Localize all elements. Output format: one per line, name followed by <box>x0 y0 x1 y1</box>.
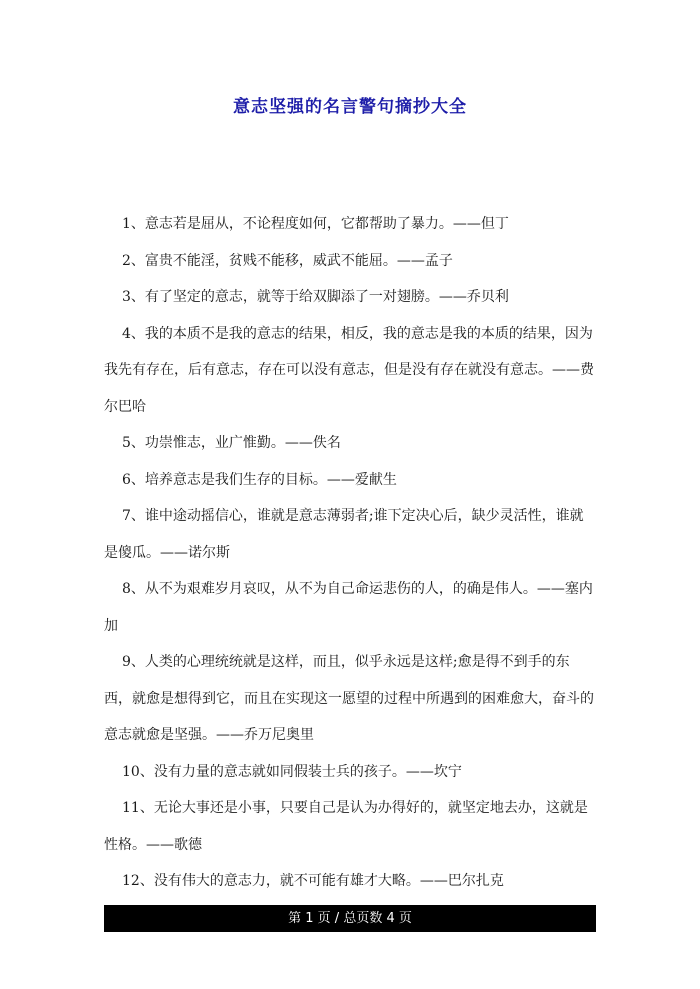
quote-item: 1、意志若是屈从，不论程度如何，它都帮助了暴力。——但丁 <box>122 216 509 232</box>
quote-item: 7、谁中途动摇信心，谁就是意志薄弱者;谁下定决心后，缺少灵活性，谁就是傻瓜。——诺尔斯 <box>104 508 584 561</box>
quote-item: 12、没有伟大的意志力，就不可能有雄才大略。——巴尔扎克 <box>122 873 504 889</box>
quote-item: 8、从不为艰难岁月哀叹，从不为自己命运悲伤的人，的确是伟人。——塞内加 <box>104 581 593 634</box>
document-title: 意志坚强的名言警句摘抄大全 <box>233 97 467 117</box>
quote-item: 3、有了坚定的意志，就等于给双脚添了一对翅膀。——乔贝利 <box>122 289 509 305</box>
quote-item: 2、富贵不能淫，贫贱不能移，威武不能屈。——孟子 <box>122 252 453 269</box>
quote-item: 11、无论大事还是小事，只要自己是认为办得好的，就坚定地去办，这就是性格。——歌德 <box>104 800 588 853</box>
quote-item: 4、我的本质不是我的意志的结果，相反，我的意志是我的本质的结果，因为我先有存在，后有意志，存在可以没有意志，但是没有存在就没有意志。——费尔巴哈 <box>104 325 594 415</box>
quote-item: 5、功崇惟志，业广惟勤。——佚名 <box>122 435 341 451</box>
page-number-footer: 第 1 页 / 总页数 4 页 <box>104 905 596 932</box>
quote-item: 10、没有力量的意志就如同假装士兵的孩子。——坎宁 <box>122 763 462 780</box>
quote-item: 9、人类的心理统统就是这样，而且，似乎永远是这样;愈是得不到手的东西，就愈是想得到它，而且在实现这一愿望的过程中所遇到的困难愈大，奋斗的意志就愈是坚强。——乔万尼奥里 <box>104 654 594 743</box>
quote-list <box>104 206 596 900</box>
quote-item: 6、培养意志是我们生存的目标。——爱献生 <box>122 471 397 488</box>
